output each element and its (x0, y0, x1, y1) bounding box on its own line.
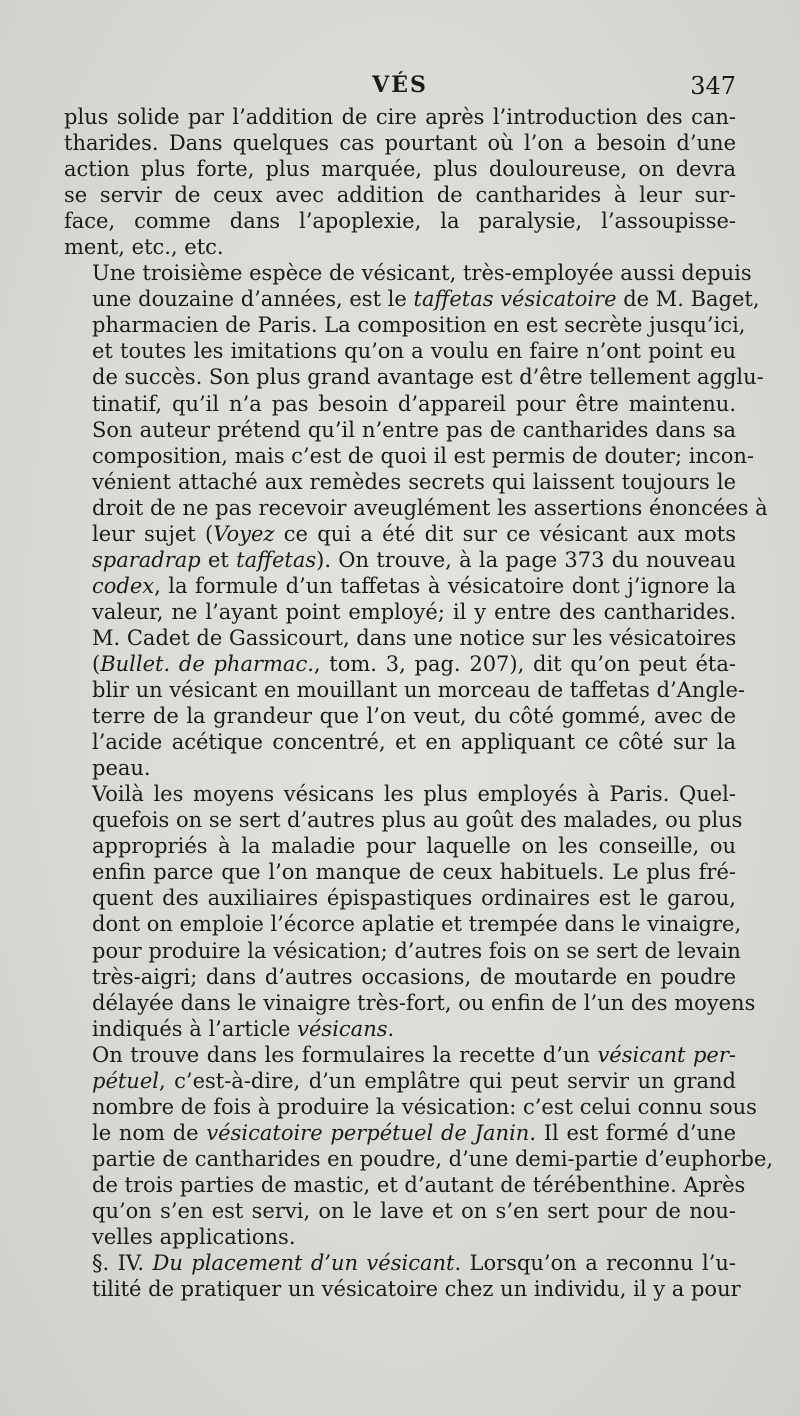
text-line (64, 521, 736, 547)
text-run: quefois on se sert d’autres plus au goût des malades, ou plus (92, 808, 743, 833)
text-line (64, 833, 736, 859)
paragraph (64, 104, 736, 260)
text-run: Son auteur prétend qu’il n’entre pas de cantharides dans sa (92, 417, 736, 442)
italic-run: codex (92, 573, 155, 598)
text-line (64, 312, 746, 338)
text-line (64, 338, 736, 364)
text-line (64, 260, 752, 286)
text-line (64, 755, 736, 781)
text-run: velles applications. (92, 1225, 296, 1250)
text-run: ce qui a été dit sur ce vésicant aux mots (274, 521, 736, 546)
text-run: et (200, 547, 237, 572)
text-run: plus solide par l’addition de cire après l’introduction des can- (64, 105, 736, 129)
text-line (64, 859, 736, 885)
text-run: tinatif, qu’il n’a pas besoin d’appareil pour être maintenu. (92, 391, 736, 416)
text-line (64, 625, 736, 651)
text-line (64, 1146, 774, 1172)
text-line (64, 417, 736, 443)
text-run: le nom de (92, 1120, 207, 1145)
text-line (64, 599, 736, 625)
running-head: VÉS (372, 72, 428, 98)
text-line (64, 1068, 736, 1094)
paragraph (64, 1250, 741, 1302)
text-run: valeur, ne l’ayant point employé; il y entre des cantharides. (92, 599, 736, 624)
text-line (64, 911, 742, 937)
text-run: l’acide acétique concentré, et en appliquant ce côté sur la (92, 730, 736, 755)
text-run: . Il est formé d’une (529, 1120, 736, 1145)
text-line (64, 677, 746, 703)
text-line (64, 156, 736, 182)
text-run: ). On trouve, à la page 373 du nouveau (316, 547, 737, 572)
text-line (64, 1120, 736, 1146)
text-run: de M. Baget, (616, 287, 760, 312)
text-run: indiqués à l’article (92, 1016, 298, 1041)
text-line (64, 990, 756, 1016)
italic-run: vésicant per- (597, 1042, 736, 1067)
text-line (64, 104, 736, 130)
text-run: tharides. Dans quelques cas pourtant où l’on a besoin d’une (64, 131, 736, 156)
paragraph (64, 1042, 774, 1250)
text-run: action plus forte, plus marquée, plus douloureuse, on devra (64, 157, 736, 182)
text-run: se servir de ceux avec addition de cantharides à leur sur- (64, 183, 736, 208)
text-run: Voilà les moyens vésicans les plus employés à Paris. Quel- (92, 782, 736, 807)
text-run: , c’est-à-dire, d’un emplâtre qui peut servir un grand (158, 1068, 736, 1093)
text-line (64, 729, 736, 755)
text-line (64, 469, 736, 495)
text-line (64, 1224, 736, 1250)
text-line (64, 1250, 736, 1276)
text-run: droit de ne pas recevoir aveuglément les assertions énoncées à (92, 495, 768, 520)
body-text (64, 104, 774, 1302)
italic-run: pétuel (92, 1068, 159, 1093)
text-run: On trouve dans les formulaires la recette d’un (92, 1042, 598, 1067)
text-run: et toutes les imitations qu’on a voulu en faire n’ont point eu (92, 339, 736, 364)
page-header (64, 72, 736, 106)
text-run: leur sujet ( (92, 521, 214, 546)
text-line (64, 1016, 736, 1042)
text-run: pharmacien de Paris. La composition en est secrète jusqu’ici, (92, 313, 746, 338)
text-line (64, 1276, 741, 1302)
text-line (64, 443, 754, 469)
text-run: ( (92, 651, 101, 676)
text-line (64, 1042, 736, 1068)
text-line (64, 364, 764, 390)
text-line (64, 182, 736, 208)
italic-run: vésicatoire perpétuel de Janin (206, 1120, 530, 1145)
text-run: Une troisième espèce de vésicant, très-employée aussi depuis (92, 261, 752, 286)
text-run: partie de cantharides en poudre, d’une demi-partie d’euphorbe, (92, 1146, 774, 1171)
text-line (64, 286, 760, 312)
text-run: appropriés à la maladie pour laquelle on les conseille, ou (92, 834, 736, 859)
text-line (64, 495, 768, 521)
text-line (64, 703, 736, 729)
text-line (64, 964, 736, 990)
text-run: pour produire la vésication; d’autres fois on se sert de levain (92, 938, 741, 963)
page-number: 347 (690, 72, 736, 100)
text-line (64, 547, 736, 573)
text-line (64, 1172, 746, 1198)
text-line (64, 885, 736, 911)
italic-run: vésicans (297, 1016, 388, 1041)
text-line (64, 1198, 736, 1224)
text-run: . Lorsqu’on a reconnu l’u- (454, 1251, 736, 1276)
text-run: enfin parce que l’on manque de ceux habituels. Le plus fré- (92, 860, 736, 885)
text-run: , tom. 3, pag. 207), dit qu’on peut éta- (313, 651, 736, 676)
text-run: ment, etc., etc. (64, 235, 224, 260)
text-run: de succès. Son plus grand avantage est d’être tellement agglu- (92, 365, 764, 390)
italic-run: Bullet. de pharmac. (100, 651, 314, 676)
italic-run: sparadrap (92, 547, 201, 572)
text-run: face, comme dans l’apoplexie, la paralysie, l’assoupisse- (64, 209, 736, 234)
text-run: de trois parties de mastic, et d’autant de térébenthine. Après (92, 1172, 746, 1197)
text-run: très-aigri; dans d’autres occasions, de moutarde en poudre (92, 964, 736, 989)
text-line (64, 234, 736, 260)
text-line (64, 807, 743, 833)
text-run: tilité de pratiquer un vésicatoire chez un individu, il y a pour (92, 1277, 741, 1302)
text-run: une douzaine d’années, est le (92, 287, 414, 312)
text-line (64, 130, 736, 156)
text-run: terre de la grandeur que l’on veut, du côté gommé, avec de (92, 704, 736, 729)
text-run: . (387, 1016, 395, 1041)
paragraph (64, 781, 756, 1041)
paragraph (64, 260, 768, 781)
text-line (64, 938, 741, 964)
italic-run: Du placement d’un vésicant (152, 1251, 455, 1276)
text-run: , la formule d’un taffetas à vésicatoire dont j’ignore la (154, 573, 736, 598)
text-run: dont on emploie l’écorce aplatie et trempée dans le vinaigre, (92, 912, 742, 937)
text-run: composition, mais c’est de quoi il est permis de douter; incon- (92, 443, 754, 468)
text-run: vénient attaché aux remèdes secrets qui laissent toujours le (92, 469, 736, 494)
italic-run: taffetas (236, 547, 317, 572)
text-line (64, 391, 736, 417)
italic-run: Voyez (213, 521, 275, 546)
text-run: délayée dans le vinaigre très-fort, ou enfin de l’un des moyens (92, 990, 756, 1015)
text-line (64, 651, 736, 677)
text-run: blir un vésicant en mouillant un morceau de taffetas d’Angle- (92, 678, 746, 703)
text-run: peau. (92, 756, 151, 781)
text-run: quent des auxiliaires épispastiques ordinaires est le garou, (92, 886, 736, 911)
text-run: qu’on s’en est servi, on le lave et on s’en sert pour de nou- (92, 1198, 736, 1223)
text-run: nombre de fois à produire la vésication: c’est celui connu sous (92, 1094, 757, 1119)
text-run: M. Cadet de Gassicourt, dans une notice sur les vésicatoires (92, 625, 737, 650)
text-run: §. IV. (92, 1251, 153, 1276)
text-line (64, 573, 736, 599)
text-line (64, 1094, 757, 1120)
italic-run: taffetas vésicatoire (413, 287, 617, 312)
text-line (64, 208, 736, 234)
text-line (64, 781, 736, 807)
